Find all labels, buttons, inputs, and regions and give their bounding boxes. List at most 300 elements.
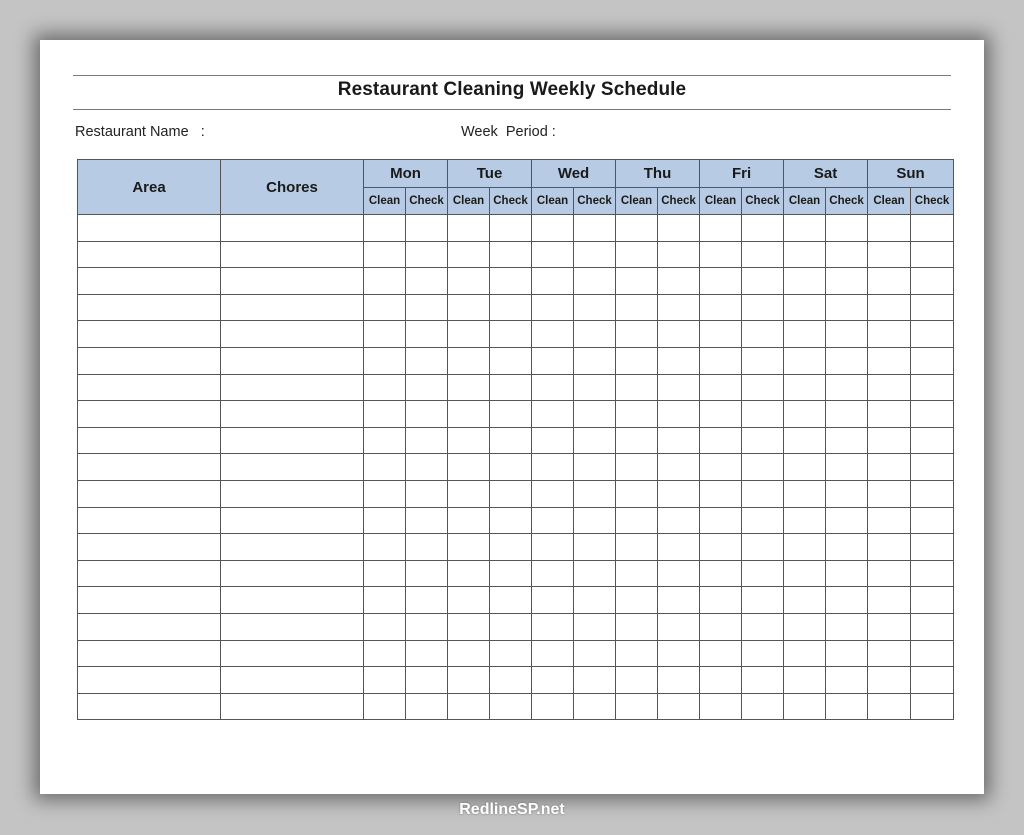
clean-cell[interactable] xyxy=(868,507,911,534)
chores-cell[interactable] xyxy=(221,374,364,401)
check-cell[interactable] xyxy=(826,587,868,614)
check-cell[interactable] xyxy=(742,215,784,242)
clean-cell[interactable] xyxy=(532,480,574,507)
area-cell[interactable] xyxy=(78,215,221,242)
check-cell[interactable] xyxy=(406,454,448,481)
clean-cell[interactable] xyxy=(868,294,911,321)
check-cell[interactable] xyxy=(658,241,700,268)
clean-cell[interactable] xyxy=(868,374,911,401)
check-cell[interactable] xyxy=(911,427,954,454)
check-cell[interactable] xyxy=(490,480,532,507)
check-cell[interactable] xyxy=(658,427,700,454)
check-cell[interactable] xyxy=(406,640,448,667)
clean-cell[interactable] xyxy=(784,534,826,561)
check-cell[interactable] xyxy=(658,693,700,720)
check-cell[interactable] xyxy=(826,374,868,401)
clean-cell[interactable] xyxy=(700,454,742,481)
check-cell[interactable] xyxy=(826,427,868,454)
check-cell[interactable] xyxy=(490,613,532,640)
area-cell[interactable] xyxy=(78,347,221,374)
check-cell[interactable] xyxy=(742,241,784,268)
check-cell[interactable] xyxy=(490,534,532,561)
check-cell[interactable] xyxy=(658,587,700,614)
clean-cell[interactable] xyxy=(700,667,742,694)
check-cell[interactable] xyxy=(826,560,868,587)
clean-cell[interactable] xyxy=(868,560,911,587)
check-cell[interactable] xyxy=(490,215,532,242)
clean-cell[interactable] xyxy=(364,613,406,640)
check-cell[interactable] xyxy=(490,374,532,401)
clean-cell[interactable] xyxy=(364,480,406,507)
clean-cell[interactable] xyxy=(616,268,658,295)
check-cell[interactable] xyxy=(658,480,700,507)
clean-cell[interactable] xyxy=(448,560,490,587)
clean-cell[interactable] xyxy=(784,374,826,401)
area-cell[interactable] xyxy=(78,693,221,720)
check-cell[interactable] xyxy=(490,241,532,268)
area-cell[interactable] xyxy=(78,613,221,640)
clean-cell[interactable] xyxy=(784,241,826,268)
clean-cell[interactable] xyxy=(700,215,742,242)
check-cell[interactable] xyxy=(742,693,784,720)
check-cell[interactable] xyxy=(490,401,532,428)
check-cell[interactable] xyxy=(406,321,448,348)
clean-cell[interactable] xyxy=(448,613,490,640)
clean-cell[interactable] xyxy=(364,401,406,428)
check-cell[interactable] xyxy=(911,268,954,295)
clean-cell[interactable] xyxy=(700,613,742,640)
check-cell[interactable] xyxy=(406,374,448,401)
check-cell[interactable] xyxy=(826,401,868,428)
clean-cell[interactable] xyxy=(784,507,826,534)
check-cell[interactable] xyxy=(742,587,784,614)
check-cell[interactable] xyxy=(742,294,784,321)
clean-cell[interactable] xyxy=(616,241,658,268)
clean-cell[interactable] xyxy=(784,454,826,481)
check-cell[interactable] xyxy=(826,294,868,321)
check-cell[interactable] xyxy=(911,693,954,720)
chores-cell[interactable] xyxy=(221,587,364,614)
clean-cell[interactable] xyxy=(532,374,574,401)
clean-cell[interactable] xyxy=(868,693,911,720)
check-cell[interactable] xyxy=(658,507,700,534)
area-cell[interactable] xyxy=(78,241,221,268)
clean-cell[interactable] xyxy=(448,640,490,667)
check-cell[interactable] xyxy=(406,480,448,507)
clean-cell[interactable] xyxy=(448,241,490,268)
check-cell[interactable] xyxy=(826,693,868,720)
clean-cell[interactable] xyxy=(364,693,406,720)
clean-cell[interactable] xyxy=(616,560,658,587)
check-cell[interactable] xyxy=(911,507,954,534)
check-cell[interactable] xyxy=(490,268,532,295)
check-cell[interactable] xyxy=(658,268,700,295)
clean-cell[interactable] xyxy=(616,454,658,481)
clean-cell[interactable] xyxy=(700,347,742,374)
clean-cell[interactable] xyxy=(364,215,406,242)
clean-cell[interactable] xyxy=(616,640,658,667)
area-cell[interactable] xyxy=(78,480,221,507)
check-cell[interactable] xyxy=(574,534,616,561)
chores-cell[interactable] xyxy=(221,667,364,694)
chores-cell[interactable] xyxy=(221,268,364,295)
clean-cell[interactable] xyxy=(616,374,658,401)
clean-cell[interactable] xyxy=(532,268,574,295)
clean-cell[interactable] xyxy=(364,321,406,348)
check-cell[interactable] xyxy=(658,294,700,321)
clean-cell[interactable] xyxy=(532,427,574,454)
clean-cell[interactable] xyxy=(364,347,406,374)
check-cell[interactable] xyxy=(574,215,616,242)
clean-cell[interactable] xyxy=(364,640,406,667)
chores-cell[interactable] xyxy=(221,347,364,374)
clean-cell[interactable] xyxy=(868,640,911,667)
clean-cell[interactable] xyxy=(616,534,658,561)
check-cell[interactable] xyxy=(574,587,616,614)
clean-cell[interactable] xyxy=(448,507,490,534)
clean-cell[interactable] xyxy=(364,427,406,454)
clean-cell[interactable] xyxy=(448,374,490,401)
clean-cell[interactable] xyxy=(532,401,574,428)
check-cell[interactable] xyxy=(574,321,616,348)
check-cell[interactable] xyxy=(574,401,616,428)
clean-cell[interactable] xyxy=(616,587,658,614)
check-cell[interactable] xyxy=(574,241,616,268)
clean-cell[interactable] xyxy=(448,347,490,374)
clean-cell[interactable] xyxy=(532,613,574,640)
check-cell[interactable] xyxy=(574,347,616,374)
clean-cell[interactable] xyxy=(868,347,911,374)
clean-cell[interactable] xyxy=(700,534,742,561)
clean-cell[interactable] xyxy=(448,667,490,694)
check-cell[interactable] xyxy=(742,427,784,454)
clean-cell[interactable] xyxy=(784,215,826,242)
area-cell[interactable] xyxy=(78,374,221,401)
check-cell[interactable] xyxy=(406,294,448,321)
clean-cell[interactable] xyxy=(700,401,742,428)
check-cell[interactable] xyxy=(658,454,700,481)
check-cell[interactable] xyxy=(911,241,954,268)
check-cell[interactable] xyxy=(490,507,532,534)
check-cell[interactable] xyxy=(574,294,616,321)
area-cell[interactable] xyxy=(78,534,221,561)
area-cell[interactable] xyxy=(78,268,221,295)
chores-cell[interactable] xyxy=(221,427,364,454)
clean-cell[interactable] xyxy=(868,587,911,614)
check-cell[interactable] xyxy=(826,321,868,348)
clean-cell[interactable] xyxy=(448,294,490,321)
clean-cell[interactable] xyxy=(616,613,658,640)
clean-cell[interactable] xyxy=(364,374,406,401)
clean-cell[interactable] xyxy=(448,693,490,720)
clean-cell[interactable] xyxy=(448,401,490,428)
check-cell[interactable] xyxy=(826,507,868,534)
check-cell[interactable] xyxy=(911,640,954,667)
check-cell[interactable] xyxy=(742,613,784,640)
clean-cell[interactable] xyxy=(784,294,826,321)
area-cell[interactable] xyxy=(78,587,221,614)
check-cell[interactable] xyxy=(406,587,448,614)
clean-cell[interactable] xyxy=(532,507,574,534)
clean-cell[interactable] xyxy=(448,587,490,614)
clean-cell[interactable] xyxy=(448,534,490,561)
clean-cell[interactable] xyxy=(616,321,658,348)
check-cell[interactable] xyxy=(574,268,616,295)
check-cell[interactable] xyxy=(742,507,784,534)
check-cell[interactable] xyxy=(826,480,868,507)
clean-cell[interactable] xyxy=(364,454,406,481)
chores-cell[interactable] xyxy=(221,321,364,348)
check-cell[interactable] xyxy=(911,215,954,242)
clean-cell[interactable] xyxy=(448,321,490,348)
clean-cell[interactable] xyxy=(616,507,658,534)
clean-cell[interactable] xyxy=(784,480,826,507)
check-cell[interactable] xyxy=(658,640,700,667)
check-cell[interactable] xyxy=(742,667,784,694)
clean-cell[interactable] xyxy=(868,401,911,428)
check-cell[interactable] xyxy=(406,268,448,295)
chores-cell[interactable] xyxy=(221,693,364,720)
clean-cell[interactable] xyxy=(784,560,826,587)
area-cell[interactable] xyxy=(78,294,221,321)
clean-cell[interactable] xyxy=(868,241,911,268)
check-cell[interactable] xyxy=(658,401,700,428)
check-cell[interactable] xyxy=(406,401,448,428)
area-cell[interactable] xyxy=(78,640,221,667)
clean-cell[interactable] xyxy=(868,454,911,481)
clean-cell[interactable] xyxy=(868,667,911,694)
clean-cell[interactable] xyxy=(784,321,826,348)
check-cell[interactable] xyxy=(826,534,868,561)
check-cell[interactable] xyxy=(826,454,868,481)
clean-cell[interactable] xyxy=(784,401,826,428)
check-cell[interactable] xyxy=(490,454,532,481)
clean-cell[interactable] xyxy=(448,268,490,295)
chores-cell[interactable] xyxy=(221,613,364,640)
clean-cell[interactable] xyxy=(784,427,826,454)
chores-cell[interactable] xyxy=(221,215,364,242)
check-cell[interactable] xyxy=(658,613,700,640)
clean-cell[interactable] xyxy=(616,667,658,694)
check-cell[interactable] xyxy=(742,640,784,667)
clean-cell[interactable] xyxy=(448,480,490,507)
clean-cell[interactable] xyxy=(868,321,911,348)
check-cell[interactable] xyxy=(574,427,616,454)
clean-cell[interactable] xyxy=(532,587,574,614)
check-cell[interactable] xyxy=(911,587,954,614)
check-cell[interactable] xyxy=(406,507,448,534)
check-cell[interactable] xyxy=(406,667,448,694)
check-cell[interactable] xyxy=(490,294,532,321)
check-cell[interactable] xyxy=(742,454,784,481)
clean-cell[interactable] xyxy=(784,640,826,667)
chores-cell[interactable] xyxy=(221,534,364,561)
clean-cell[interactable] xyxy=(364,534,406,561)
check-cell[interactable] xyxy=(574,480,616,507)
check-cell[interactable] xyxy=(911,480,954,507)
clean-cell[interactable] xyxy=(532,294,574,321)
check-cell[interactable] xyxy=(658,374,700,401)
check-cell[interactable] xyxy=(490,427,532,454)
clean-cell[interactable] xyxy=(700,268,742,295)
clean-cell[interactable] xyxy=(448,215,490,242)
area-cell[interactable] xyxy=(78,321,221,348)
clean-cell[interactable] xyxy=(616,347,658,374)
clean-cell[interactable] xyxy=(784,268,826,295)
clean-cell[interactable] xyxy=(532,534,574,561)
clean-cell[interactable] xyxy=(532,215,574,242)
clean-cell[interactable] xyxy=(868,613,911,640)
clean-cell[interactable] xyxy=(784,613,826,640)
check-cell[interactable] xyxy=(826,613,868,640)
clean-cell[interactable] xyxy=(532,321,574,348)
check-cell[interactable] xyxy=(911,613,954,640)
clean-cell[interactable] xyxy=(700,241,742,268)
clean-cell[interactable] xyxy=(700,480,742,507)
clean-cell[interactable] xyxy=(700,507,742,534)
check-cell[interactable] xyxy=(490,321,532,348)
clean-cell[interactable] xyxy=(700,640,742,667)
check-cell[interactable] xyxy=(406,693,448,720)
clean-cell[interactable] xyxy=(616,215,658,242)
chores-cell[interactable] xyxy=(221,480,364,507)
check-cell[interactable] xyxy=(742,401,784,428)
check-cell[interactable] xyxy=(826,347,868,374)
clean-cell[interactable] xyxy=(532,693,574,720)
clean-cell[interactable] xyxy=(364,268,406,295)
clean-cell[interactable] xyxy=(364,667,406,694)
clean-cell[interactable] xyxy=(616,693,658,720)
check-cell[interactable] xyxy=(826,640,868,667)
clean-cell[interactable] xyxy=(868,215,911,242)
check-cell[interactable] xyxy=(658,321,700,348)
check-cell[interactable] xyxy=(742,268,784,295)
area-cell[interactable] xyxy=(78,560,221,587)
clean-cell[interactable] xyxy=(532,241,574,268)
check-cell[interactable] xyxy=(574,667,616,694)
check-cell[interactable] xyxy=(911,560,954,587)
check-cell[interactable] xyxy=(490,667,532,694)
area-cell[interactable] xyxy=(78,427,221,454)
check-cell[interactable] xyxy=(826,667,868,694)
clean-cell[interactable] xyxy=(700,693,742,720)
clean-cell[interactable] xyxy=(448,427,490,454)
check-cell[interactable] xyxy=(574,693,616,720)
check-cell[interactable] xyxy=(658,347,700,374)
chores-cell[interactable] xyxy=(221,401,364,428)
check-cell[interactable] xyxy=(574,374,616,401)
check-cell[interactable] xyxy=(911,374,954,401)
clean-cell[interactable] xyxy=(700,560,742,587)
check-cell[interactable] xyxy=(911,294,954,321)
clean-cell[interactable] xyxy=(364,241,406,268)
clean-cell[interactable] xyxy=(616,427,658,454)
clean-cell[interactable] xyxy=(700,587,742,614)
check-cell[interactable] xyxy=(826,241,868,268)
check-cell[interactable] xyxy=(742,321,784,348)
clean-cell[interactable] xyxy=(700,427,742,454)
clean-cell[interactable] xyxy=(364,560,406,587)
check-cell[interactable] xyxy=(406,215,448,242)
check-cell[interactable] xyxy=(574,454,616,481)
clean-cell[interactable] xyxy=(616,294,658,321)
check-cell[interactable] xyxy=(742,480,784,507)
chores-cell[interactable] xyxy=(221,507,364,534)
check-cell[interactable] xyxy=(406,613,448,640)
clean-cell[interactable] xyxy=(532,454,574,481)
check-cell[interactable] xyxy=(490,560,532,587)
clean-cell[interactable] xyxy=(868,427,911,454)
check-cell[interactable] xyxy=(742,560,784,587)
clean-cell[interactable] xyxy=(364,587,406,614)
check-cell[interactable] xyxy=(742,374,784,401)
check-cell[interactable] xyxy=(911,534,954,561)
area-cell[interactable] xyxy=(78,454,221,481)
check-cell[interactable] xyxy=(911,401,954,428)
check-cell[interactable] xyxy=(490,693,532,720)
check-cell[interactable] xyxy=(490,640,532,667)
check-cell[interactable] xyxy=(658,667,700,694)
check-cell[interactable] xyxy=(658,534,700,561)
clean-cell[interactable] xyxy=(364,507,406,534)
check-cell[interactable] xyxy=(658,215,700,242)
area-cell[interactable] xyxy=(78,667,221,694)
check-cell[interactable] xyxy=(911,321,954,348)
clean-cell[interactable] xyxy=(868,480,911,507)
check-cell[interactable] xyxy=(911,667,954,694)
check-cell[interactable] xyxy=(911,454,954,481)
clean-cell[interactable] xyxy=(784,587,826,614)
check-cell[interactable] xyxy=(658,560,700,587)
check-cell[interactable] xyxy=(406,560,448,587)
check-cell[interactable] xyxy=(742,347,784,374)
clean-cell[interactable] xyxy=(616,401,658,428)
check-cell[interactable] xyxy=(406,534,448,561)
clean-cell[interactable] xyxy=(532,560,574,587)
area-cell[interactable] xyxy=(78,507,221,534)
check-cell[interactable] xyxy=(574,613,616,640)
chores-cell[interactable] xyxy=(221,640,364,667)
chores-cell[interactable] xyxy=(221,560,364,587)
check-cell[interactable] xyxy=(742,534,784,561)
check-cell[interactable] xyxy=(574,507,616,534)
clean-cell[interactable] xyxy=(532,640,574,667)
check-cell[interactable] xyxy=(574,560,616,587)
clean-cell[interactable] xyxy=(364,294,406,321)
clean-cell[interactable] xyxy=(868,534,911,561)
check-cell[interactable] xyxy=(826,268,868,295)
check-cell[interactable] xyxy=(406,241,448,268)
clean-cell[interactable] xyxy=(532,347,574,374)
chores-cell[interactable] xyxy=(221,294,364,321)
clean-cell[interactable] xyxy=(700,294,742,321)
clean-cell[interactable] xyxy=(784,347,826,374)
check-cell[interactable] xyxy=(826,215,868,242)
clean-cell[interactable] xyxy=(868,268,911,295)
clean-cell[interactable] xyxy=(616,480,658,507)
chores-cell[interactable] xyxy=(221,241,364,268)
check-cell[interactable] xyxy=(406,347,448,374)
clean-cell[interactable] xyxy=(784,693,826,720)
clean-cell[interactable] xyxy=(700,374,742,401)
clean-cell[interactable] xyxy=(448,454,490,481)
check-cell[interactable] xyxy=(406,427,448,454)
check-cell[interactable] xyxy=(490,347,532,374)
check-cell[interactable] xyxy=(490,587,532,614)
clean-cell[interactable] xyxy=(784,667,826,694)
clean-cell[interactable] xyxy=(700,321,742,348)
check-cell[interactable] xyxy=(574,640,616,667)
